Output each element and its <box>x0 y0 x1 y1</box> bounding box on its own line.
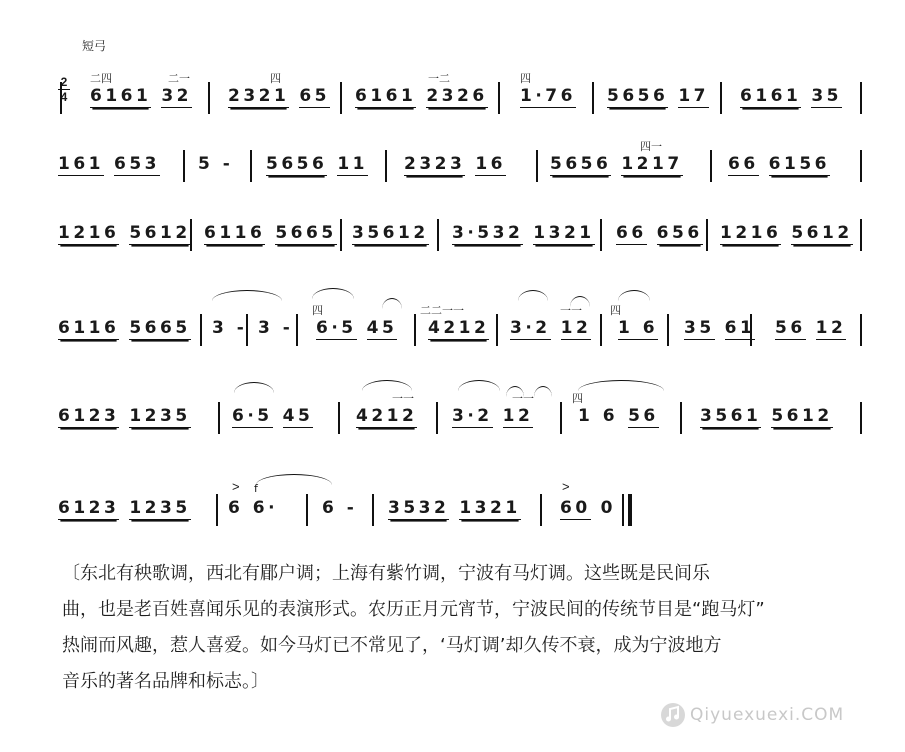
note-group: 4212 <box>356 406 418 426</box>
note-group: 1 6 <box>578 406 619 426</box>
note-group: 1235 <box>129 498 191 518</box>
note-group: 35 <box>684 318 715 338</box>
fingering-mark: 二二一一 <box>420 304 464 317</box>
bar-line <box>340 82 342 114</box>
measure <box>352 223 439 263</box>
measure <box>355 86 498 126</box>
measure <box>560 498 626 538</box>
measure <box>728 154 840 194</box>
measure <box>266 154 378 194</box>
note-group: 35612 <box>352 223 429 243</box>
fingering-mark: 一一 <box>512 392 534 405</box>
bar-line <box>498 82 500 114</box>
fingering-mark: 四一 <box>640 140 662 153</box>
bar-line <box>680 402 682 434</box>
slur-mark <box>534 386 552 397</box>
note-group: 17 <box>678 86 709 106</box>
measure <box>228 498 288 538</box>
bar-line <box>710 150 712 182</box>
note-group: 0 <box>600 498 617 518</box>
measure <box>198 154 243 194</box>
fingering-mark: 四 <box>520 72 531 85</box>
note-group: 656 <box>656 223 703 243</box>
slur-mark <box>618 290 650 301</box>
note-group: 12 <box>815 318 847 338</box>
note-group: 3561 <box>700 406 762 426</box>
measure <box>684 318 765 358</box>
note-group: 1321 <box>533 223 595 243</box>
note-group: 5656 <box>550 154 612 174</box>
note-group: 66 <box>728 154 759 174</box>
measure <box>775 318 856 358</box>
fingering-mark: 四 <box>610 304 621 317</box>
note-group: 6116 <box>58 318 120 338</box>
fingering-mark: 二四 <box>90 72 112 85</box>
note-group: 5 - <box>198 154 234 174</box>
note-group: 3·532 <box>452 223 524 243</box>
measure <box>58 406 201 446</box>
measure <box>452 223 605 263</box>
measure <box>388 498 531 538</box>
note-group: 1217 <box>621 154 683 174</box>
note-group: 45 <box>282 406 314 426</box>
technique-mark: 短弓 <box>82 39 107 53</box>
description-line: 热闹而风趣，惹人喜爱。如今马灯已不常见了，‘马灯调’却久传不衰，成为宁波地方 <box>62 635 722 656</box>
time-signature-top: 2 <box>60 75 68 89</box>
bar-line <box>216 494 218 526</box>
slur-mark <box>312 288 354 299</box>
bar-line <box>628 494 632 526</box>
note-group: 6116 <box>204 223 266 243</box>
slur-mark <box>382 298 402 309</box>
measure <box>550 154 693 194</box>
score-row <box>0 390 905 450</box>
bar-line <box>385 150 387 182</box>
note-group: 2321 <box>228 86 290 106</box>
measure <box>720 223 863 263</box>
bar-line <box>250 150 252 182</box>
note-group: 12 <box>502 406 534 426</box>
note-group: 6123 <box>58 498 120 518</box>
note-group: 56 <box>775 318 806 338</box>
bar-line <box>306 494 308 526</box>
note-group: 6161 <box>355 86 417 106</box>
measure <box>618 318 668 358</box>
bar-line <box>372 494 374 526</box>
note-group: 3 - <box>258 318 294 338</box>
time-signature-bottom: 4 <box>60 90 68 104</box>
measure <box>428 318 499 358</box>
bar-line <box>860 150 862 182</box>
measure <box>58 318 201 358</box>
score-row <box>0 138 905 198</box>
description-line: 曲，也是老百姓喜闻乐见的表演形式。农历正月元宵节，宁波民间的传统节目是“跑马灯” <box>62 599 765 620</box>
bar-line <box>860 402 862 434</box>
measure <box>232 406 323 446</box>
bar-line <box>60 82 62 114</box>
note-group: 56 <box>628 406 659 426</box>
note-group: 3·2 <box>452 406 493 426</box>
bar-line <box>560 402 562 434</box>
description-paragraph <box>62 556 882 700</box>
note-group: 65 <box>299 86 330 106</box>
music-note-logo-icon <box>660 702 686 728</box>
note-group: 5665 <box>275 223 337 243</box>
note-group: 6 6· <box>228 498 279 518</box>
note-group: 161 <box>58 154 104 174</box>
note-group: 60 <box>560 498 591 518</box>
note-group: 35 <box>811 86 842 106</box>
slur-mark <box>506 386 524 397</box>
slur-mark <box>570 296 590 307</box>
note-group: 1216 <box>58 223 120 243</box>
note-group: 45 <box>366 318 398 338</box>
note-group: 5656 <box>266 154 328 174</box>
measure <box>700 406 843 446</box>
bar-line <box>592 82 594 114</box>
description-line: 音乐的著名品牌和标志。〕 <box>62 671 269 692</box>
slur-mark <box>212 290 282 301</box>
note-group: 1·76 <box>520 86 576 106</box>
note-group: 11 <box>337 154 368 174</box>
accent-mark: > <box>232 479 240 494</box>
score-row <box>0 207 905 267</box>
fingering-mark: 四 <box>312 304 323 317</box>
note-group: 5612 <box>791 223 853 243</box>
measure <box>316 318 407 358</box>
note-group: 653 <box>114 154 160 174</box>
measure <box>607 86 719 126</box>
score-row <box>0 302 905 362</box>
site-watermark <box>660 702 844 728</box>
bar-line <box>414 314 416 346</box>
note-group: 1 6 <box>618 318 659 338</box>
bar-line <box>218 402 220 434</box>
note-group: 66 <box>616 223 647 243</box>
note-group: 12 <box>560 318 592 338</box>
note-group: 5612 <box>771 406 833 426</box>
note-group: 6161 <box>90 86 152 106</box>
note-group: 16 <box>475 154 506 174</box>
measure <box>228 86 340 126</box>
note-group: 3532 <box>388 498 450 518</box>
fingering-mark: 四 <box>572 392 583 405</box>
bar-line <box>720 82 722 114</box>
bar-line <box>208 82 210 114</box>
note-group: 32 <box>161 86 192 106</box>
fingering-mark: 四 <box>270 72 281 85</box>
measure <box>322 498 367 538</box>
measure <box>258 318 303 358</box>
note-group: 5656 <box>607 86 669 106</box>
note-group: 6161 <box>740 86 802 106</box>
note-group: 4212 <box>428 318 490 338</box>
accent-mark: > <box>562 479 570 494</box>
note-group: 6 - <box>322 498 358 518</box>
fingering-mark: 二一 <box>168 72 190 85</box>
note-group: 1235 <box>129 406 191 426</box>
note-group: 6156 <box>768 154 830 174</box>
score-row <box>0 482 905 542</box>
note-group: 1216 <box>720 223 782 243</box>
fingering-mark: f <box>254 482 258 495</box>
note-group: 6123 <box>58 406 120 426</box>
bar-line <box>338 402 340 434</box>
note-group: 5665 <box>129 318 191 338</box>
slur-mark <box>578 380 664 391</box>
description-line: 〔东北有秧歌调，西北有郿户调；上海有紫竹调，宁波有马灯调。这些既是民间乐 <box>62 563 710 584</box>
fingering-mark: 一二 <box>428 72 450 85</box>
measure <box>58 154 170 194</box>
bar-line <box>183 150 185 182</box>
measure <box>616 223 713 263</box>
measure <box>90 86 202 126</box>
bar-line <box>436 402 438 434</box>
measure <box>356 406 427 446</box>
slur-mark <box>518 290 548 301</box>
bar-line <box>860 82 862 114</box>
measure <box>58 498 201 538</box>
bar-line <box>536 150 538 182</box>
measure <box>58 223 201 263</box>
note-group: 2326 <box>426 86 488 106</box>
slur-mark <box>458 380 500 391</box>
note-group: 3·2 <box>510 318 551 338</box>
note-group: 2323 <box>404 154 466 174</box>
note-group: 5612 <box>129 223 191 243</box>
measure <box>452 406 543 446</box>
measure <box>520 86 586 126</box>
bar-line <box>860 314 862 346</box>
bar-line <box>540 494 542 526</box>
note-group: 6·5 <box>316 318 357 338</box>
fingering-mark: 一一 <box>392 392 414 405</box>
measure <box>404 154 516 194</box>
note-group: 3 - <box>212 318 248 338</box>
fingering-mark: 一一 <box>560 304 582 317</box>
slur-mark <box>362 380 412 391</box>
measure <box>740 86 852 126</box>
measure <box>578 406 669 446</box>
slur-mark <box>234 382 274 393</box>
slur-mark <box>256 474 332 485</box>
note-group: 1321 <box>459 498 521 518</box>
measure <box>510 318 601 358</box>
note-group: 6·5 <box>232 406 273 426</box>
score-row <box>0 70 905 130</box>
watermark-text: Qiyuexuexi.COM <box>690 705 845 725</box>
note-group: 61 <box>724 318 756 338</box>
measure <box>204 223 347 263</box>
measure <box>212 318 257 358</box>
